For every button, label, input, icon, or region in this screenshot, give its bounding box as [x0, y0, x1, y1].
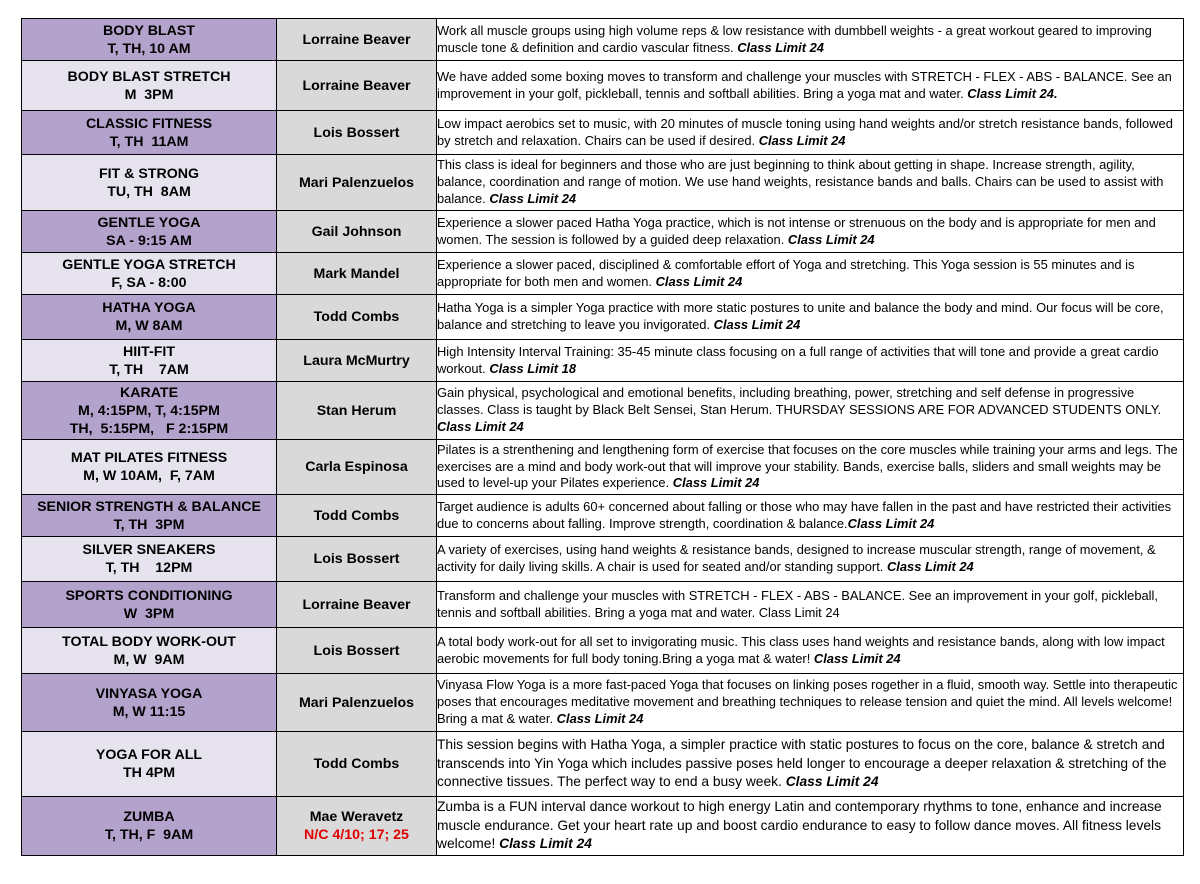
description-cell	[437, 582, 1184, 628]
class-description: Pilates is a strenthening and lengthening form of exercise that focuses on the core muscles while training your arms and legs. The exercises are a mind and body work-out that will improve your stability. Bands, exercise balls, sliders and small weights may be used to level-up your Pilates experience.	[437, 441, 1178, 491]
class-name-cell	[22, 211, 277, 253]
instructor-name: Todd Combs	[313, 507, 400, 524]
class-name-cell	[22, 111, 277, 155]
class-limit: Class Limit 24	[847, 515, 935, 531]
class-name: HIIT-FIT	[122, 343, 175, 360]
instructor-cell	[277, 537, 437, 582]
class-name: FIT & STRONG	[98, 165, 200, 182]
description-cell	[437, 295, 1184, 340]
class-description: Vinyasa Flow Yoga is a more fast-paced Yoga that focuses on linking poses rogether in a fluid, smooth way. Settle into therapeutic poses that encourages meditative movement and breathing techniques to release tension and quiet the mind. All levels welcome! Bring a mat & water.	[437, 677, 1178, 726]
instructor-name: Lois Bossert	[313, 124, 400, 141]
description-cell	[437, 440, 1184, 495]
class-row	[22, 628, 1184, 674]
instructor-name: Gail Johnson	[311, 223, 402, 240]
class-row	[22, 797, 1184, 856]
instructor-name: Stan Herum	[316, 402, 397, 419]
class-row	[22, 382, 1184, 440]
class-limit: Class Limit 24	[437, 418, 524, 434]
class-row	[22, 440, 1184, 495]
class-row	[22, 582, 1184, 628]
class-row	[22, 111, 1184, 155]
class-description: Work all muscle groups using high volume reps & low resistance with dumbbell weights - a great workout geared to improving muscle tone & definition and cardio vascular fitness.	[437, 22, 1152, 55]
class-row	[22, 295, 1184, 340]
class-description: This class is ideal for beginners and those who are just beginning to think about getting in shape. Increase strength, agility, balance, coordination and range of motion. We use hand weights, resistance bands and balls. Chairs can be used to assist with balance.	[437, 157, 1164, 206]
class-row	[22, 732, 1184, 797]
class-name-cell	[22, 582, 277, 628]
class-description: A variety of exercises, using hand weights & resistance bands, designed to increase muscular strength, range of movement, & activity for daily living skills. A chair is used for seated and/or standing support.	[437, 542, 1156, 574]
class-name: BODY BLAST STRETCH	[67, 68, 231, 85]
class-name: SENIOR STRENGTH & BALANCE	[37, 498, 261, 515]
class-schedule: W 3PM	[123, 605, 175, 622]
class-name: SILVER SNEAKERS	[82, 542, 216, 558]
instructor-cell	[277, 382, 437, 440]
class-name-cell	[22, 440, 277, 495]
instructor-cell	[277, 253, 437, 295]
class-limit: Class Limit 24.	[967, 85, 1058, 101]
class-row	[22, 495, 1184, 537]
class-description: Zumba is a FUN interval dance workout to high energy Latin and contemporary rhythms to tone, enhance and increase muscle endurance. Get your heart rate up and boost cardio endurance to easy to follow dance moves. All fitness levels welcome!	[437, 799, 1162, 852]
class-limit: Class Limit 18	[489, 360, 577, 376]
class-schedule: T, TH 3PM	[113, 516, 185, 533]
instructor-name: Carla Espinosa	[305, 459, 408, 475]
class-description: Low impact aerobics set to music, with 20 minutes of muscle toning using hand weights and/or stretch resistance bands, followed by stretch and relaxation. Chairs can be used if desired.	[437, 115, 1173, 148]
class-row	[22, 340, 1184, 382]
instructor-cell	[277, 340, 437, 382]
class-name: MAT PILATES FITNESS	[70, 450, 228, 466]
class-row	[22, 19, 1184, 61]
class-schedule: M, W 9AM	[113, 651, 185, 668]
class-name-cell	[22, 732, 277, 797]
instructor-name: Todd Combs	[313, 309, 400, 325]
class-name-cell	[22, 155, 277, 211]
description-cell	[437, 111, 1184, 155]
class-limit: Class Limit 24	[787, 231, 875, 247]
class-limit: Class Limit 24	[785, 774, 879, 790]
class-description: High Intensity Interval Training: 35-45 minute class focusing on a full range of activities that will tone and provide a great cardio workout.	[437, 343, 1159, 376]
description-cell	[437, 732, 1184, 797]
class-schedule: T, TH 7AM	[109, 361, 189, 378]
instructor-name: Lois Bossert	[313, 642, 400, 659]
class-description: We have added some boxing moves to transform and challenge your muscles with STRETCH - FLEX - ABS - BALANCE. See an improvement in your golf, pickleball, tennis and softball abilities. Bring a yoga mat and water.	[437, 68, 1172, 101]
class-name-cell	[22, 382, 277, 440]
description-cell	[437, 19, 1184, 61]
class-name: YOGA FOR ALL	[95, 747, 203, 763]
instructor-name: Laura McMurtry	[303, 352, 410, 369]
instructor-cell	[277, 155, 437, 211]
class-schedule: T, TH 12PM	[105, 560, 193, 576]
class-limit: Class Limit 24	[758, 132, 846, 148]
class-name: ZUMBA	[123, 809, 175, 825]
class-description: Target audience is adults 60+ concerned about falling or those who may have fallen in the past and have restricted their activities due to concerns about falling. Improve strength, coordination & balance.	[437, 498, 1172, 531]
class-name: BODY BLAST	[103, 22, 195, 39]
instructor-cell	[277, 582, 437, 628]
class-name: GENTLE YOGA	[97, 214, 201, 231]
instructor-name: Mae Weravetz	[309, 809, 404, 825]
instructor-name: Mari Palenzuelos	[298, 174, 415, 191]
class-schedule: M, W 10AM, F, 7AM	[83, 468, 215, 484]
instructor-cell	[277, 19, 437, 61]
description-cell	[437, 211, 1184, 253]
class-schedule: T, TH, 10 AM	[107, 40, 191, 57]
description-cell	[437, 537, 1184, 582]
class-name: KARATE	[119, 384, 179, 401]
class-schedule: M 3PM	[124, 86, 174, 103]
class-row	[22, 253, 1184, 295]
instructor-name: Mark Mandel	[313, 265, 400, 282]
description-cell	[437, 61, 1184, 111]
class-limit: Class Limit 24	[655, 273, 743, 289]
class-name: SPORTS CONDITIONING	[65, 587, 233, 604]
instructor-cell	[277, 111, 437, 155]
instructor-note: N/C 4/10; 17; 25	[304, 827, 409, 843]
class-schedule: SA - 9:15 AM	[106, 232, 192, 249]
instructor-name: Todd Combs	[313, 756, 400, 772]
instructor-cell	[277, 674, 437, 732]
class-name-cell	[22, 61, 277, 111]
class-name: HATHA YOGA	[102, 300, 196, 316]
instructor-cell	[277, 495, 437, 537]
instructor-cell	[277, 440, 437, 495]
instructor-cell	[277, 61, 437, 111]
instructor-cell	[277, 797, 437, 856]
class-name-cell	[22, 674, 277, 732]
class-row	[22, 61, 1184, 111]
class-name-cell	[22, 628, 277, 674]
class-row	[22, 211, 1184, 253]
class-description: Gain physical, psychological and emotional benefits, including breathing, power, stretching and self defense in progressive classes. Class is taught by Black Belt Sensei, Stan Herum. THURSDAY SESSIONS ARE FOR ADVANCED STUDENTS ONLY.	[437, 385, 1162, 418]
instructor-name: Lois Bossert	[313, 551, 400, 567]
class-name: TOTAL BODY WORK-OUT	[62, 633, 236, 650]
class-description: Transform and challenge your muscles with STRETCH - FLEX - ABS - BALANCE. See an improvement in your golf, pickleball, tennis and softball abilities. Bring a yoga mat and water. Class Limit 24	[437, 587, 1158, 620]
instructor-name: Lorraine Beaver	[302, 77, 411, 94]
class-limit: Class Limit 24	[713, 317, 801, 332]
class-schedule: T, TH 11AM	[109, 133, 189, 150]
class-description: Experience a slower paced Hatha Yoga practice, which is not intense or strenuous on the body and is appropriate for men and women. The session is followed by a guided deep relaxation.	[437, 214, 1156, 247]
instructor-cell	[277, 628, 437, 674]
class-schedule: TU, TH 8AM	[107, 183, 191, 200]
class-limit: Class Limit 24	[499, 836, 592, 852]
description-cell	[437, 155, 1184, 211]
class-name: VINYASA YOGA	[95, 685, 203, 702]
instructor-cell	[277, 732, 437, 797]
class-limit: Class Limit 24	[886, 559, 974, 574]
class-schedule: F, SA - 8:00	[111, 274, 187, 291]
class-name-cell	[22, 295, 277, 340]
class-name-cell	[22, 537, 277, 582]
class-schedule-table	[21, 18, 1184, 856]
class-schedule: M, W 8AM	[115, 318, 183, 334]
description-cell	[437, 628, 1184, 674]
class-limit: Class Limit 24	[489, 190, 577, 206]
class-name: GENTLE YOGA STRETCH	[62, 256, 236, 273]
description-cell	[437, 674, 1184, 732]
instructor-name: Lorraine Beaver	[302, 31, 411, 48]
class-row	[22, 537, 1184, 582]
class-schedule: M, W 11:15	[112, 703, 186, 720]
class-name-cell	[22, 253, 277, 295]
class-name-cell	[22, 340, 277, 382]
class-name-cell	[22, 797, 277, 856]
instructor-name: Mari Palenzuelos	[298, 694, 415, 711]
class-name-cell	[22, 495, 277, 537]
description-cell	[437, 382, 1184, 440]
description-cell	[437, 253, 1184, 295]
class-limit: Class Limit 24	[813, 650, 901, 666]
class-name: CLASSIC FITNESS	[85, 115, 213, 132]
description-cell	[437, 340, 1184, 382]
class-description: This session begins with Hatha Yoga, a simpler practice with static postures to focus on the core, balance & stretch and transcends into Yin Yoga which includes passive poses held longer to encourage a deeper relaxation & stretching of the connective tissues. The perfect way to end a busy week.	[437, 737, 1167, 790]
class-limit: Class Limit 24	[556, 710, 644, 726]
instructor-name: Lorraine Beaver	[302, 596, 411, 613]
class-schedule: M, 4:15PM, T, 4:15PM TH, 5:15PM, F 2:15PM	[69, 402, 229, 437]
class-row	[22, 674, 1184, 732]
instructor-cell	[277, 211, 437, 253]
class-schedule: T, TH, F 9AM	[104, 827, 194, 843]
class-schedule: TH 4PM	[122, 765, 176, 781]
class-schedule-body	[22, 19, 1184, 856]
description-cell	[437, 797, 1184, 856]
class-limit: Class Limit 24	[737, 39, 824, 55]
class-description: A total body work-out for all set to invigorating music. This class uses hand weights and resistance bands, along with low impact aerobic movements for full body toning.Bring a yoga mat & water!	[437, 633, 1165, 666]
class-name-cell	[22, 19, 277, 61]
class-description: Experience a slower paced, disciplined & comfortable effort of Yoga and stretching. This Yoga session is 55 minutes and is appropriate for both men and women.	[437, 256, 1135, 289]
instructor-cell	[277, 295, 437, 340]
class-description: Hatha Yoga is a simpler Yoga practice with more static postures to unite and balance the body and mind. Our focus will be core, balance and stretching to leave you invigorated.	[437, 300, 1164, 332]
class-limit: Class Limit 24	[672, 475, 760, 491]
class-row	[22, 155, 1184, 211]
description-cell	[437, 495, 1184, 537]
